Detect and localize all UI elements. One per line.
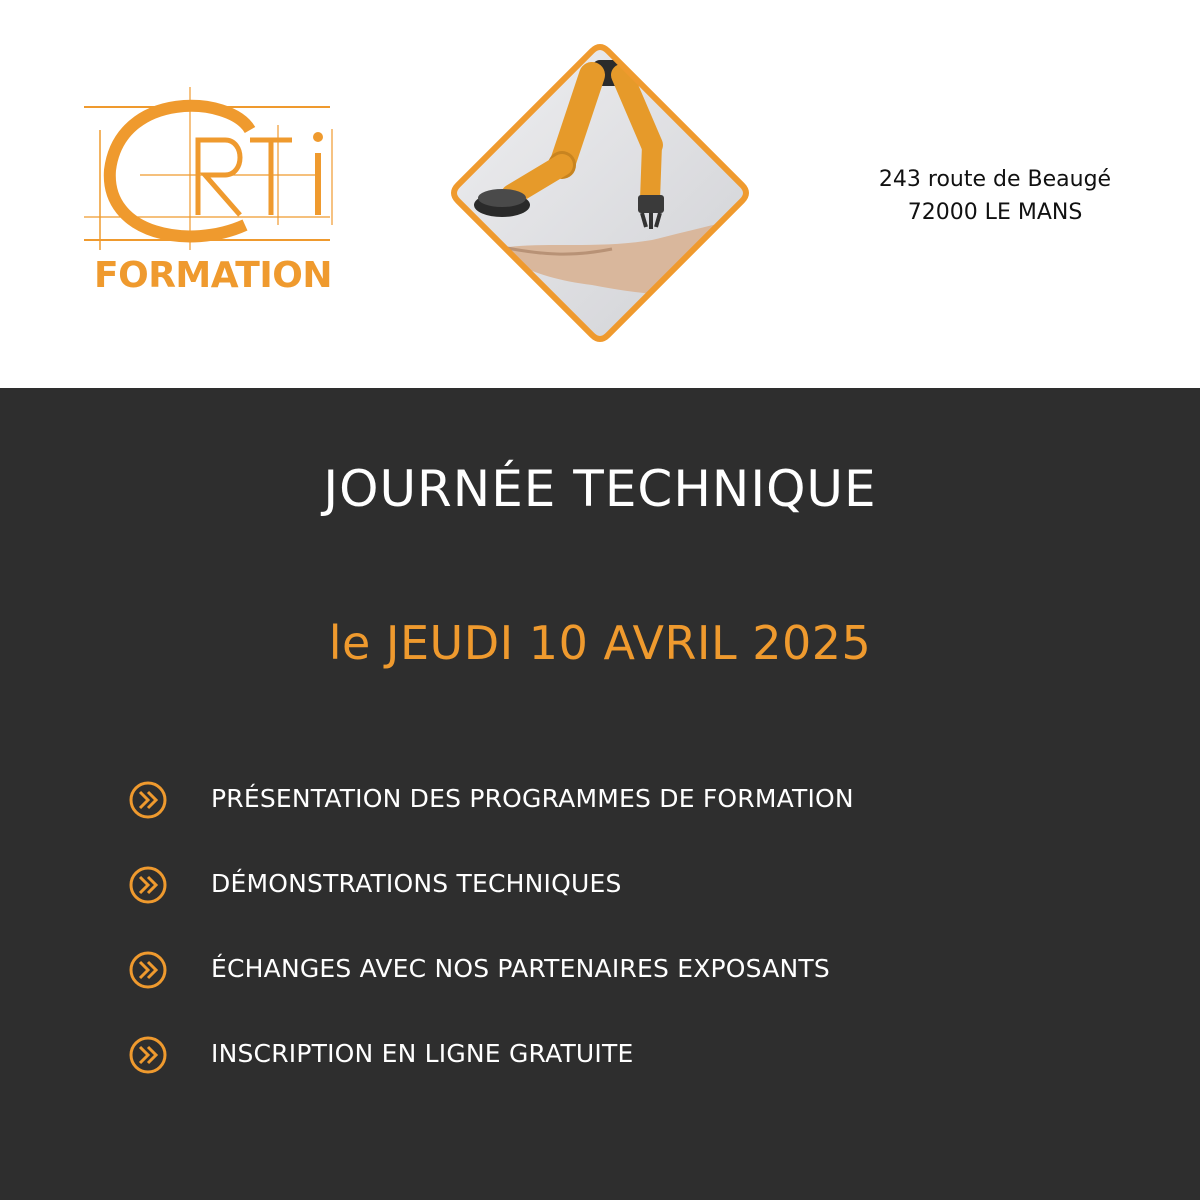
crti-logo-mark xyxy=(80,85,342,255)
double-chevron-circle-icon xyxy=(128,780,168,820)
address-line-city: 72000 LE MANS xyxy=(907,200,1083,225)
event-section xyxy=(0,388,1200,1200)
feature-item xyxy=(128,865,1128,950)
logo-word-formation: FORMATION xyxy=(94,255,332,296)
double-chevron-circle-icon xyxy=(128,1035,168,1075)
double-chevron-circle-icon xyxy=(128,865,168,905)
event-title: JOURNÉE TECHNIQUE xyxy=(323,460,877,518)
crti-formation-logo xyxy=(80,85,342,305)
header-section xyxy=(0,0,1200,388)
feature-label: INSCRIPTION EN LIGNE GRATUITE xyxy=(211,1039,634,1068)
event-date: le JEUDI 10 AVRIL 2025 xyxy=(328,616,872,670)
double-chevron-circle-icon xyxy=(128,950,168,990)
feature-list xyxy=(128,780,1128,1120)
feature-label: PRÉSENTATION DES PROGRAMMES DE FORMATION xyxy=(211,784,854,813)
feature-item xyxy=(128,1035,1128,1120)
feature-item xyxy=(128,780,1128,865)
robot-arm-hand-image xyxy=(442,35,758,351)
address-line-street: 243 route de Beaugé xyxy=(878,167,1112,192)
address-block xyxy=(850,163,1140,229)
feature-label: DÉMONSTRATIONS TECHNIQUES xyxy=(211,869,622,898)
feature-label: ÉCHANGES AVEC NOS PARTENAIRES EXPOSANTS xyxy=(211,954,830,983)
feature-item xyxy=(128,950,1128,1035)
